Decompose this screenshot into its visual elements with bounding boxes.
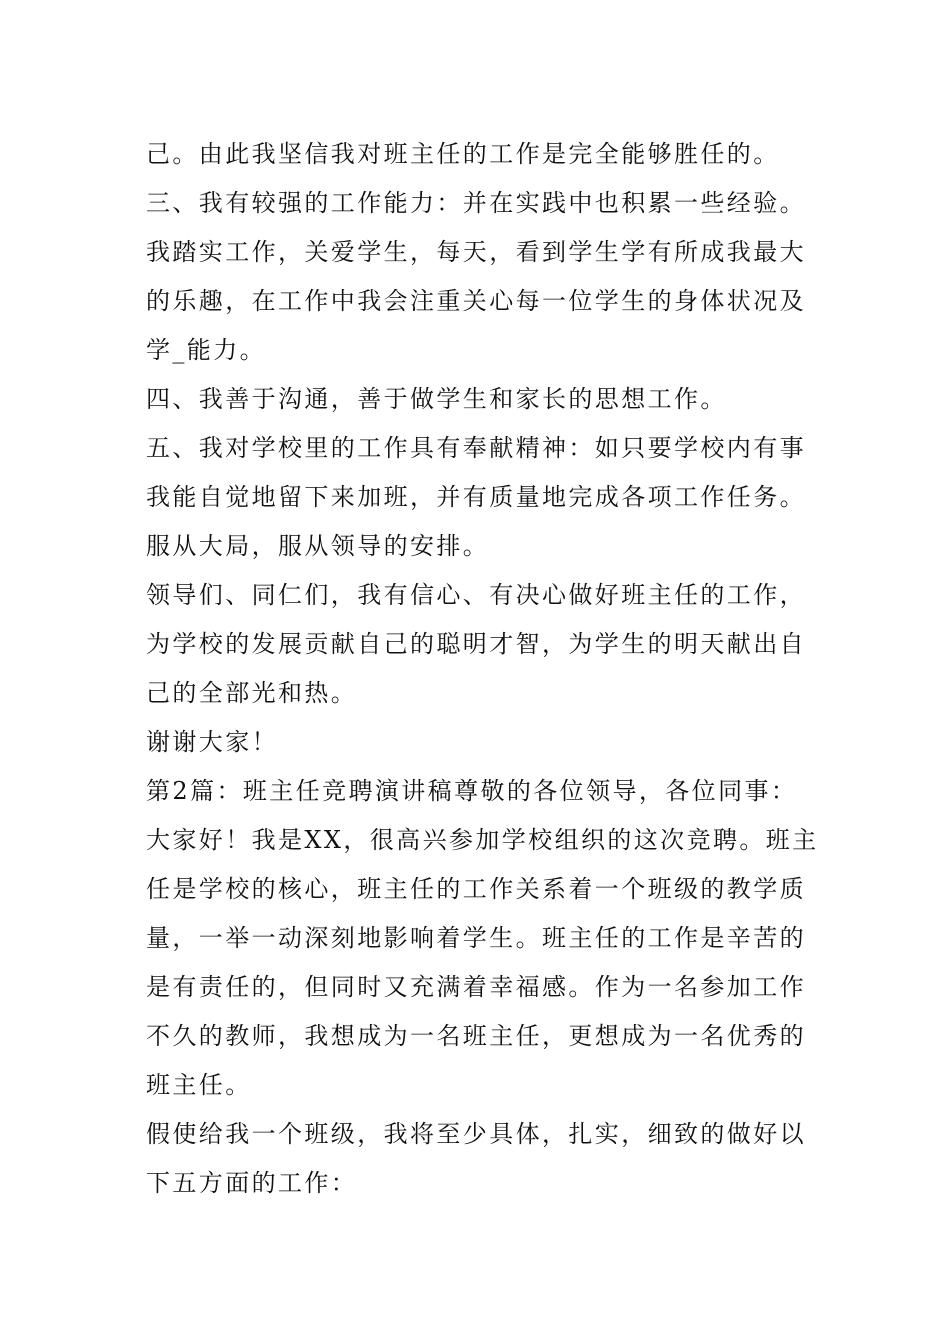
text-line: 的乐趣，在工作中我会注重关心每一位学生的身体状况及 [146, 287, 806, 315]
text-line: 领导们、同仁们，我有信心、有决心做好班主任的工作， [146, 581, 806, 609]
text-line: 四、我善于沟通，善于做学生和家长的思想工作。 [146, 385, 727, 413]
section-heading-line: 第2篇：班主任竞聘演讲稿尊敬的各位领导，各位同事： [146, 777, 798, 805]
text-line: 三、我有较强的工作能力：并在实践中也积累一些经验。 [146, 189, 806, 217]
document-body [146, 130, 819, 1208]
text-line: 己。由此我坚信我对班主任的工作是完全能够胜任的。 [146, 140, 780, 168]
text-line: 任是学校的核心，班主任的工作关系着一个班级的教学质 [146, 875, 806, 903]
text-line: 谢谢大家！ [146, 728, 278, 756]
text-line: 假使给我一个班级，我将至少具体，扎实，细致的做好以 [146, 1120, 806, 1148]
text-line: 我能自觉地留下来加班，并有质量地完成各项工作任务。 [146, 483, 806, 511]
text-line: 量，一举一动深刻地影响着学生。班主任的工作是辛苦的 [146, 924, 806, 952]
text-line: 学_能力。 [146, 336, 266, 364]
text-line: 为学校的发展贡献自己的聪明才智，为学生的明天献出自 [146, 630, 806, 658]
text-line: 班主任。 [146, 1071, 252, 1099]
text-line: 五、我对学校里的工作具有奉献精神：如只要学校内有事 [146, 434, 806, 462]
text-line: 己的全部光和热。 [146, 679, 358, 707]
text-line: 是有责任的，但同时又充满着幸福感。作为一名参加工作 [146, 973, 806, 1001]
text-line: 下五方面的工作： [146, 1169, 358, 1197]
text-line: 不久的教师，我想成为一名班主任，更想成为一名优秀的 [146, 1022, 806, 1050]
text-line: 服从大局，服从领导的安排。 [146, 532, 490, 560]
text-line: 大家好！我是XX，很高兴参加学校组织的这次竞聘。班主 [146, 826, 819, 854]
text-line: 我踏实工作，关爱学生，每天，看到学生学有所成我最大 [146, 238, 806, 266]
